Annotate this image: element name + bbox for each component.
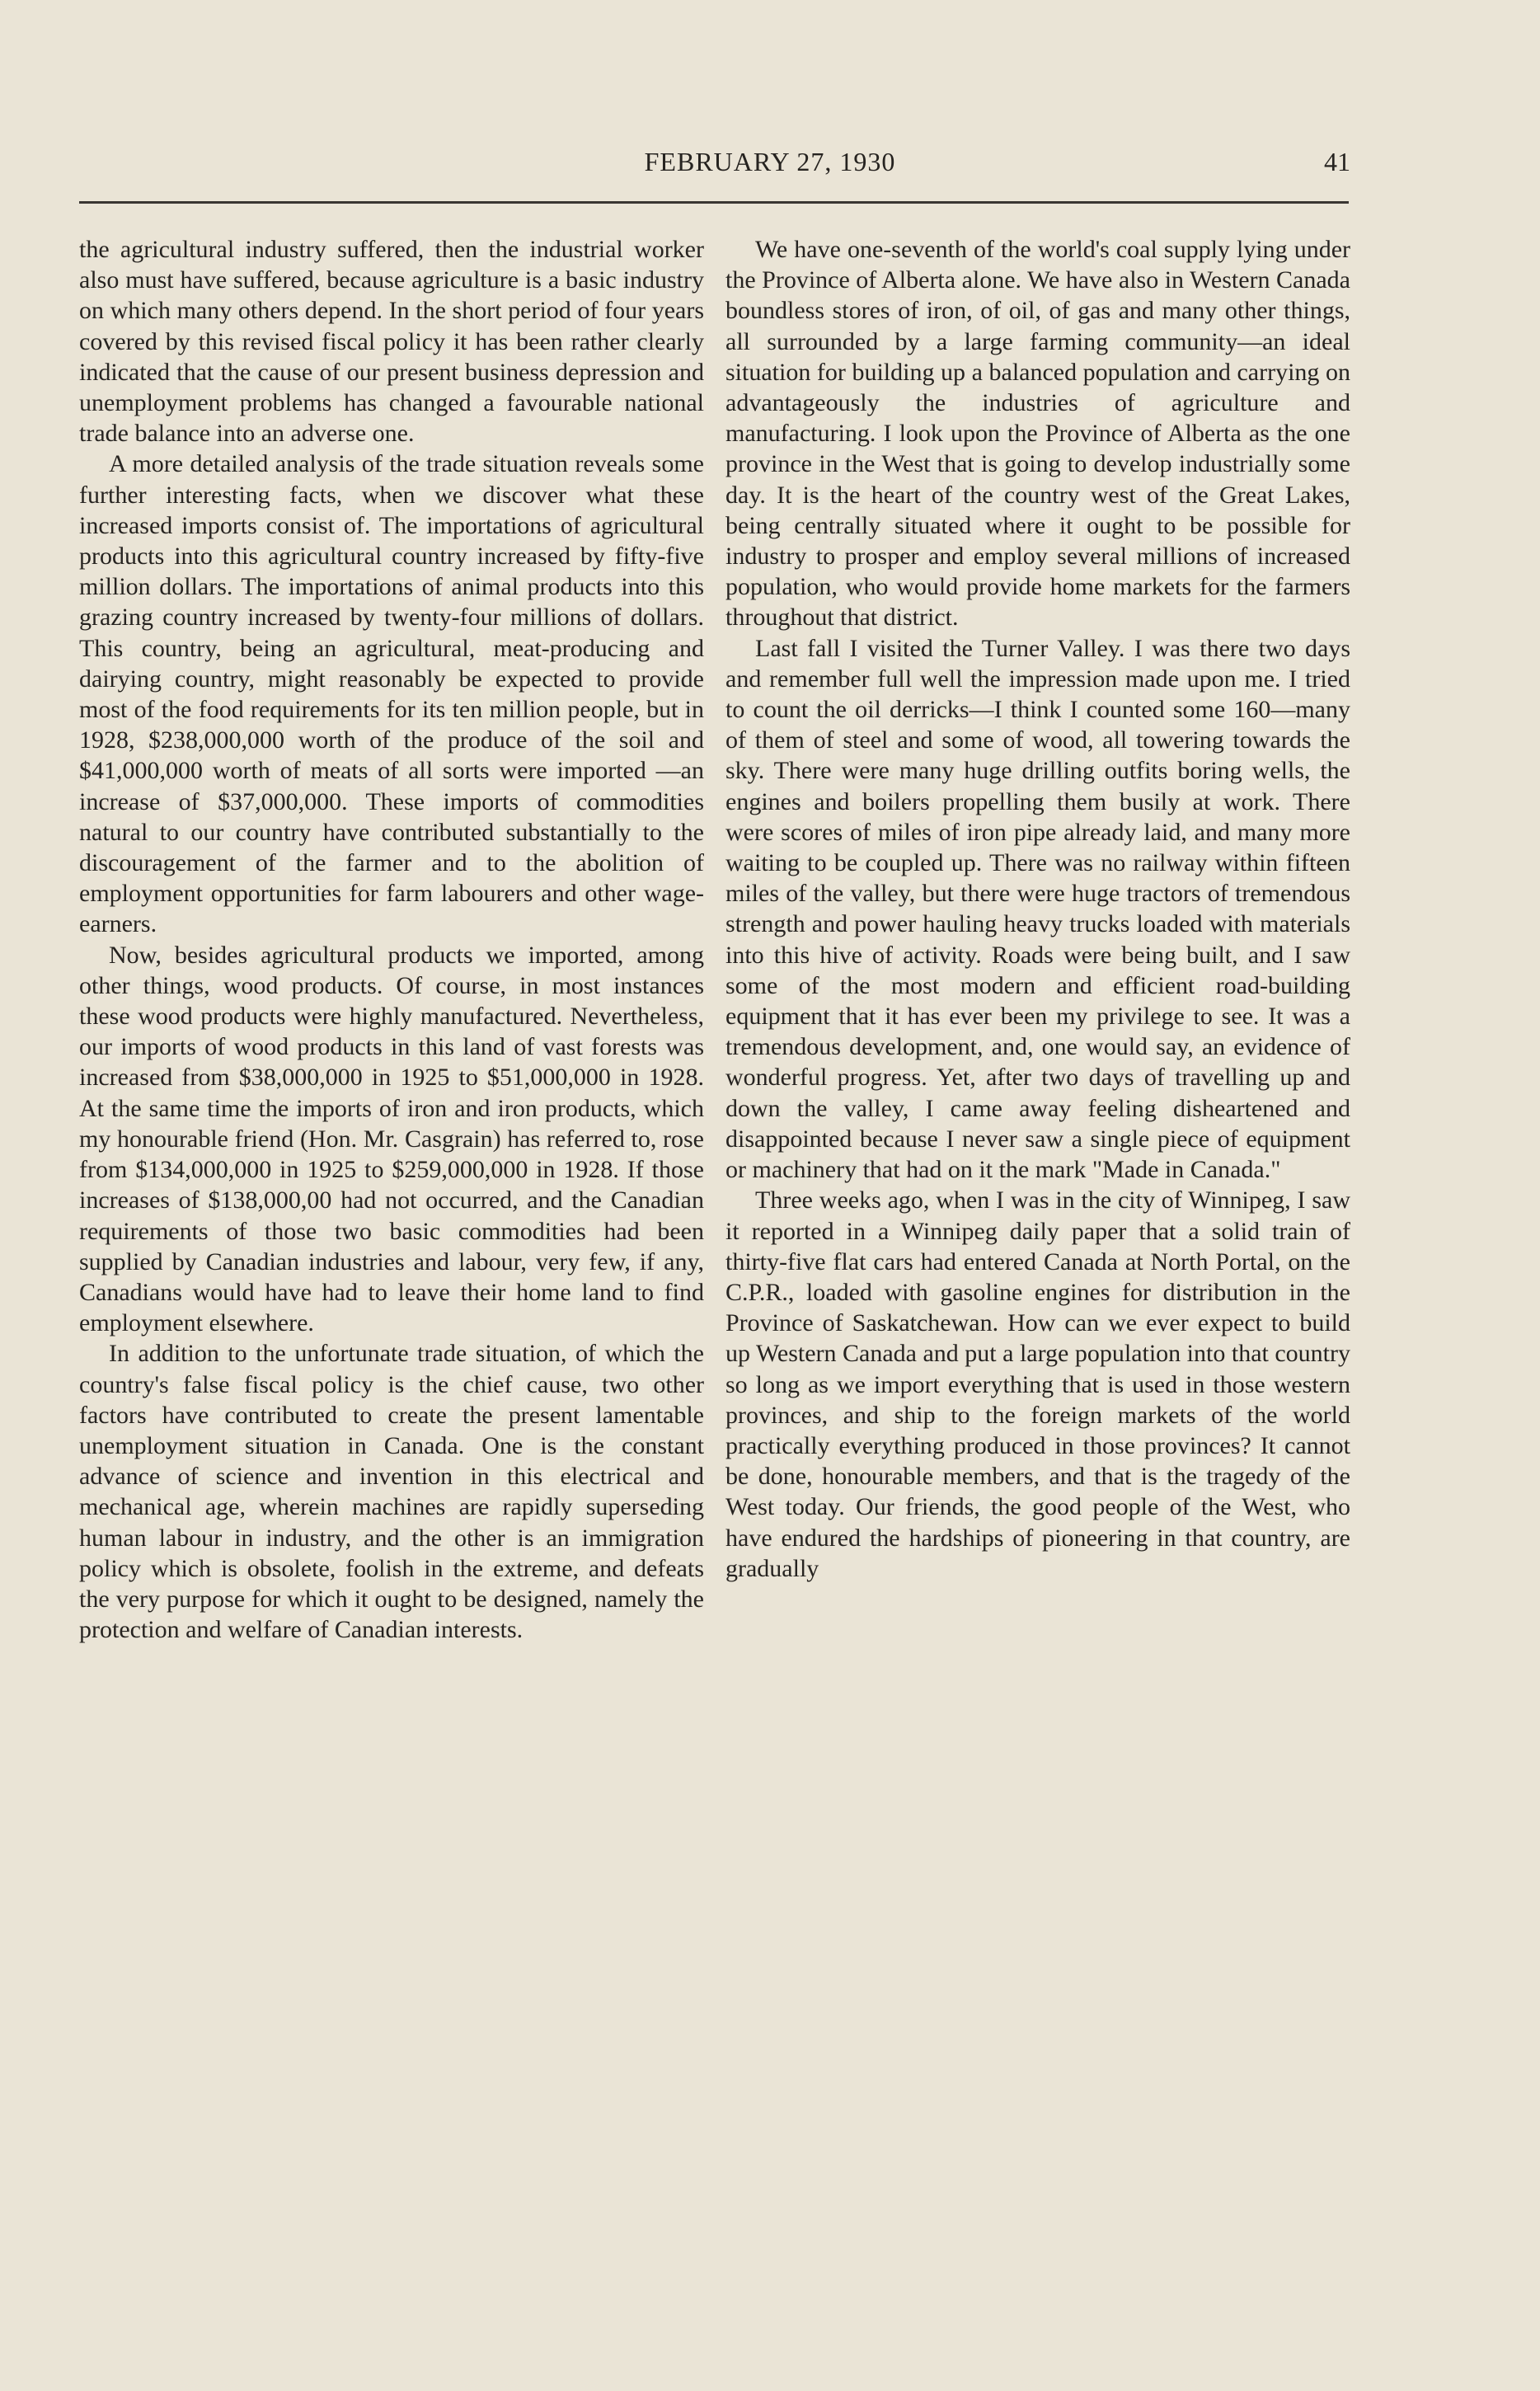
right-column [725, 234, 1350, 1584]
paragraph: A more detailed analysis of the trade situation reveals some further interesting facts, when we discover what these increased imports consist of. The importations of agricultural products into this agricultural country increased by fifty-five million dollars. The importations of animal products into this grazing country increased by twenty-four millions of dollars. This country, being an agricultural, meat-producing and dairying country, might reasonably be expected to provide most of the food requirements for its ten million people, but in 1928, $238,000,000 worth of the produce of the soil and $41,000,000 worth of meats of all sorts were imported —an increase of $37,000,000. These imports of commodities natural to our country have contributed substantially to the discouragement of the farmer and to the abolition of employment opportunities for farm labourers and other wage-earners. [79, 450, 704, 938]
header-date: FEBRUARY 27, 1930 [644, 147, 896, 176]
paragraph: Now, besides agricultural products we imported, among other things, wood products. Of course, in most instances these wood products were highly manufactured. Nevertheless, our imports of wood products in this land of vast forests was increased from $38,000,000 in 1925 to $51,000,000 in 1928. At the same time the imports of iron and iron products, which my honourable friend (Hon. Mr. Casgrain) has referred to, rose from $134,000,000 in 1925 to $259,000,000 in 1928. If those increases of $138,000,00 had not occurred, and the Canadian requirements of those two basic commodities had been supplied by Canadian industries and labour, very few, if any, Canadians would have had to leave their home land to find employment elsewhere. [79, 941, 704, 1337]
paragraph: Last fall I visited the Turner Valley. I was there two days and remember full well the impression made upon me. I tried to count the oil derricks—I think I counted some 160—many of them of steel and some of wood, all towering towards the sky. There were many huge drilling outfits boring wells, the engines and boilers propelling them busily at work. There were scores of miles of iron pipe already laid, and many more waiting to be coupled up. There was no railway within fifteen miles of the valley, but there were huge tractors of tremendous strength and power hauling heavy trucks loaded with materials into this hive of activity. Roads were being built, and I saw some of the most modern and efficient road-building equipment that it has ever been my privilege to see. It was a tremendous development, and, one would say, an evidence of wonderful progress. Yet, after two days of travelling up and down the valley, I came away feeling disheartened and disappointed because I never saw a single piece of equipment or machinery that had on it the mark "Made in Canada." [725, 634, 1350, 1184]
left-column [79, 234, 704, 1645]
header-rule [79, 201, 1349, 204]
page-number: 41 [1324, 147, 1350, 176]
paragraph: In addition to the unfortunate trade situation, of which the country's false fiscal policy is the chief cause, two other factors have contributed to create the present lamentable unemployment situation in Canada. One is the constant advance of science and invention in this electrical and mechanical age, wherein machines are rapidly superseding human labour in industry, and the other is an immigration policy which is obsolete, foolish in the extreme, and defeats the very purpose for which it ought to be designed, namely the protection and welfare of Canadian interests. [79, 1340, 704, 1644]
paragraph: the agricultural industry suffered, then the industrial worker also must have suffered, because agriculture is a basic industry on which many others depend. In the short period of four years covered by this revised fiscal policy it has been rather clearly indicated that the cause of our present business depression and unemployment problems has changed a favourable national trade balance into an adverse one. [79, 236, 704, 448]
paragraph: Three weeks ago, when I was in the city of Winnipeg, I saw it reported in a Winnipeg daily paper that a solid train of thirty-five flat cars had entered Canada at North Portal, on the C.P.R., loaded with gasoline engines for distribution in the Province of Saskatchewan. How can we ever expect to build up Western Canada and put a large population into that country so long as we import everything that is used in those western provinces, and ship to the foreign markets of the world practically everything produced in those provinces? It cannot be done, honourable members, and that is the tragedy of the West today. Our friends, the good people of the West, who have endured the hardships of pioneering in that country, are gradually [725, 1186, 1350, 1582]
paragraph: We have one-seventh of the world's coal supply lying under the Province of Alberta alone. We have also in Western Canada boundless stores of iron, of oil, of gas and many other things, all surrounded by a large farming community—an ideal situation for building up a balanced population and carrying on advantageously the industries of agriculture and manufacturing. I look upon the Province of Alberta as the one province in the West that is going to develop industrially some day. It is the heart of the country west of the Great Lakes, being centrally situated where it ought to be possible for industry to prosper and employ several millions of increased population, who would provide home markets for the farmers throughout that district. [725, 236, 1350, 632]
